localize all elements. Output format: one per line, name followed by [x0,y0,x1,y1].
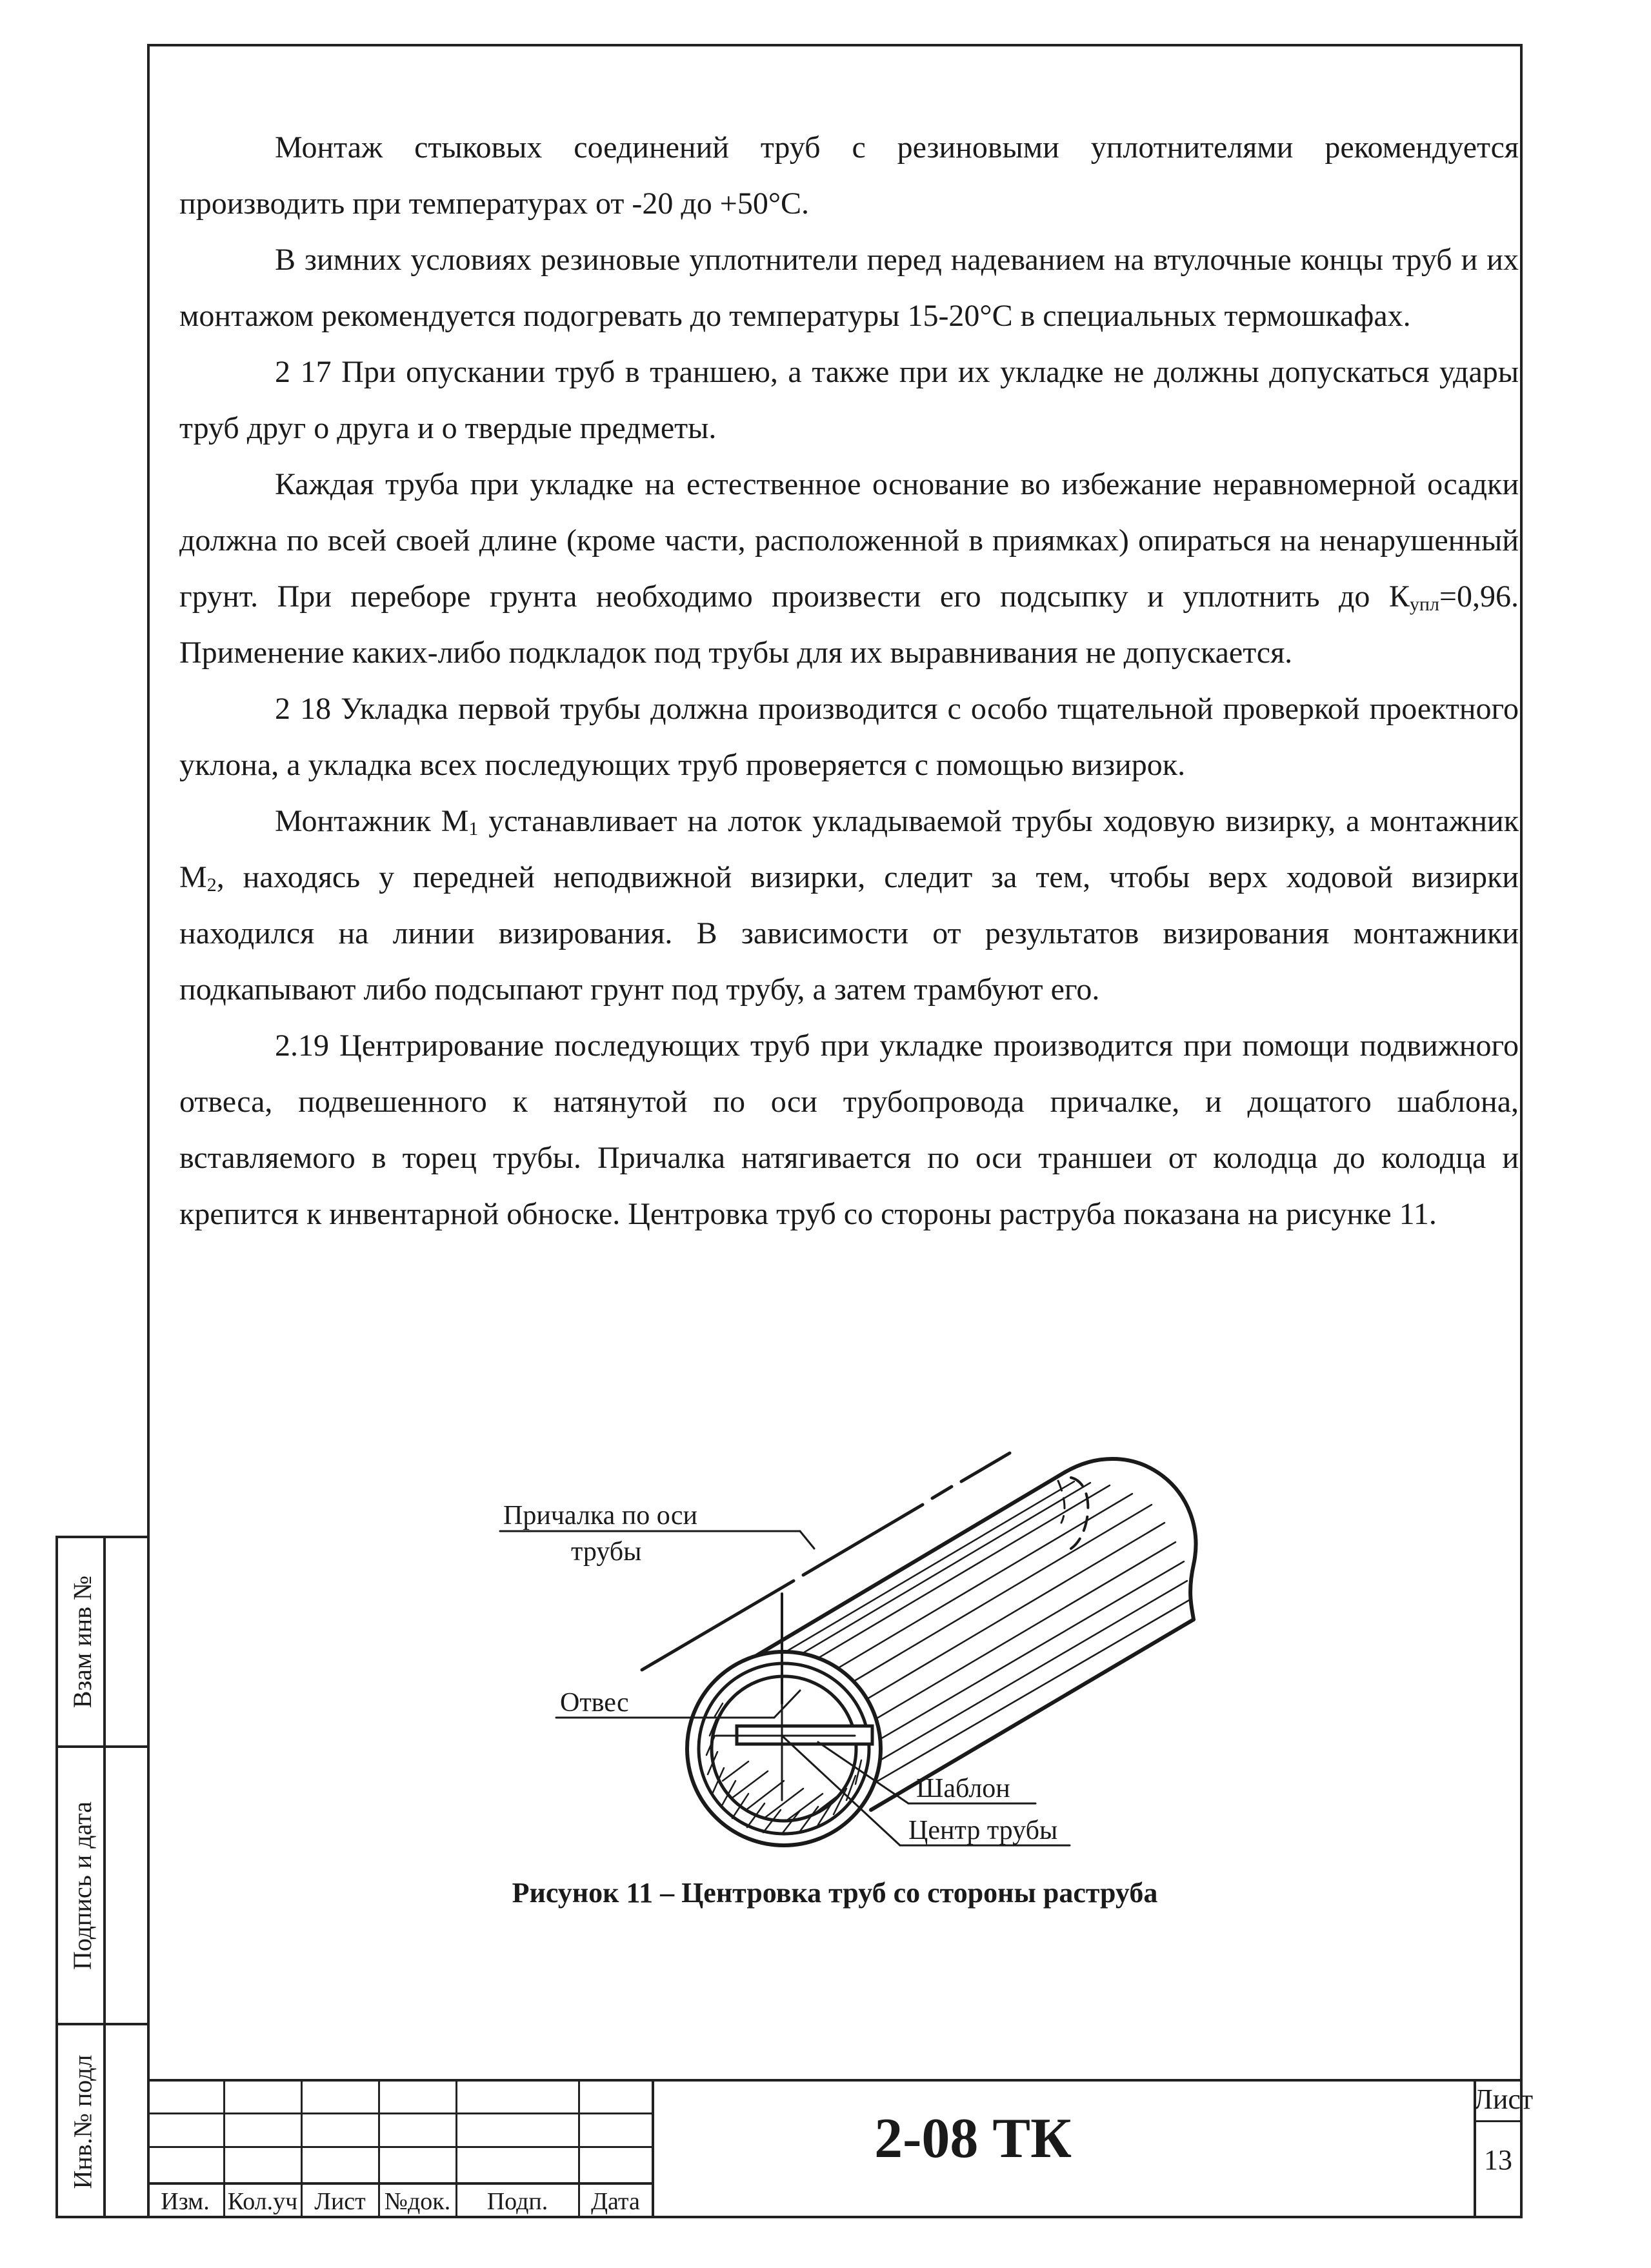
col-list: Лист [314,2188,366,2215]
k-subscript: упл [1409,594,1439,615]
sheet-label: Лист [1474,2083,1534,2115]
col-data: Дата [591,2188,640,2215]
m2-subscript: 2 [206,874,217,896]
paragraph-4 [179,456,1519,681]
col-izm: Изм. [161,2188,210,2215]
col-ndok: №док. [384,2188,451,2215]
left-stamp [55,1536,147,2218]
paragraph-7: 2.19 Центрирование последующих труб при укладке производится при помощи подвижного отвеса, подвешенного к натянутой по оси трубопровода причалке, и дощатого шаблона, вставляемого в торец трубы. Причалка натягивается по оси траншеи от колодца до колодца и крепится к инвентарной обноске. Центровка труб со стороны раструба показана на рисунке 11. [179,1029,1519,1231]
stamp-podpis-label: Подпись и дата [68,1801,97,1970]
document-code: 2-08 ТК [874,2107,1072,2170]
label-prichalka-1: Причалка по оси [503,1501,697,1530]
stamp-vzam-label: Взам инв № [68,1575,97,1709]
body-text [179,119,1519,1242]
paragraph-6-text-3: , находясь у передней неподвижной визирки, следит за тем, чтобы верх ходовой визирки находился на линии визирования. В зависимости от результатов визирования монтажники подкапывают либо подсыпают грунт под трубу, а затем трамбуют его. [179,860,1519,1007]
figure-caption: Рисунок 11 – Центровка труб со стороны раструба [512,1877,1158,1909]
label-prichalka-2: трубы [571,1537,642,1567]
stamp-cell-inv [58,2025,147,2218]
label-shablon: Шаблон [916,1774,1010,1803]
paragraph-6-text-2: устанавливает на лоток укладываемой трубы ходовую визирку, а монтажник М [179,804,1519,894]
paragraph-3: 2 17 При опускании труб в траншею, а также при их укладке не должны допускаться удары труб друг о друга и о твердые предметы. [179,355,1519,445]
col-podp: Подп. [486,2188,548,2215]
m1-subscript: 1 [468,818,479,839]
paragraph-6-text: Монтажник М [275,804,469,838]
stamp-cell-vzam [58,1538,147,1748]
paragraph-4-text: Каждая труба при укладке на естественное основание во избежание неравномерной осадки должна по всей своей длине (кроме части, расположенной в приямках) опираться на ненарушенный грунт. При переборе грунта необходимо произвести его подсыпку и уплотнить до К [179,467,1519,614]
stamp-inv-label: Инв.№ подл [68,2054,97,2189]
col-kol-uch: Кол.уч [227,2188,298,2215]
paragraph-6 [179,793,1519,1018]
label-otves: Отвес [560,1688,629,1718]
paragraph-2: В зимних условиях резиновые уплотнители перед надеванием на втулочные концы труб и их монтажом рекомендуется подогревать до температуры 15-20°С в специальных термошкафах. [179,243,1519,333]
paragraph-4-text-end: =0,96. Применение каких-либо подкладок под трубы для их выравнивания не допускается. [179,579,1519,670]
stamp-cell-podpis [58,1748,147,2025]
paragraph-1: Монтаж стыковых соединений труб с резиновыми уплотнителями рекомендуется производить при температурах от -20 до +50°С. [179,130,1519,221]
title-block [147,2079,1534,2218]
sheet-number: 13 [1484,2144,1512,2176]
paragraph-5: 2 18 Укладка первой трубы должна производится с особо тщательной проверкой проектного уклона, а укладка всех последующих труб проверяется с помощью визирок. [179,692,1519,782]
label-centr: Центр трубы [908,1816,1058,1845]
